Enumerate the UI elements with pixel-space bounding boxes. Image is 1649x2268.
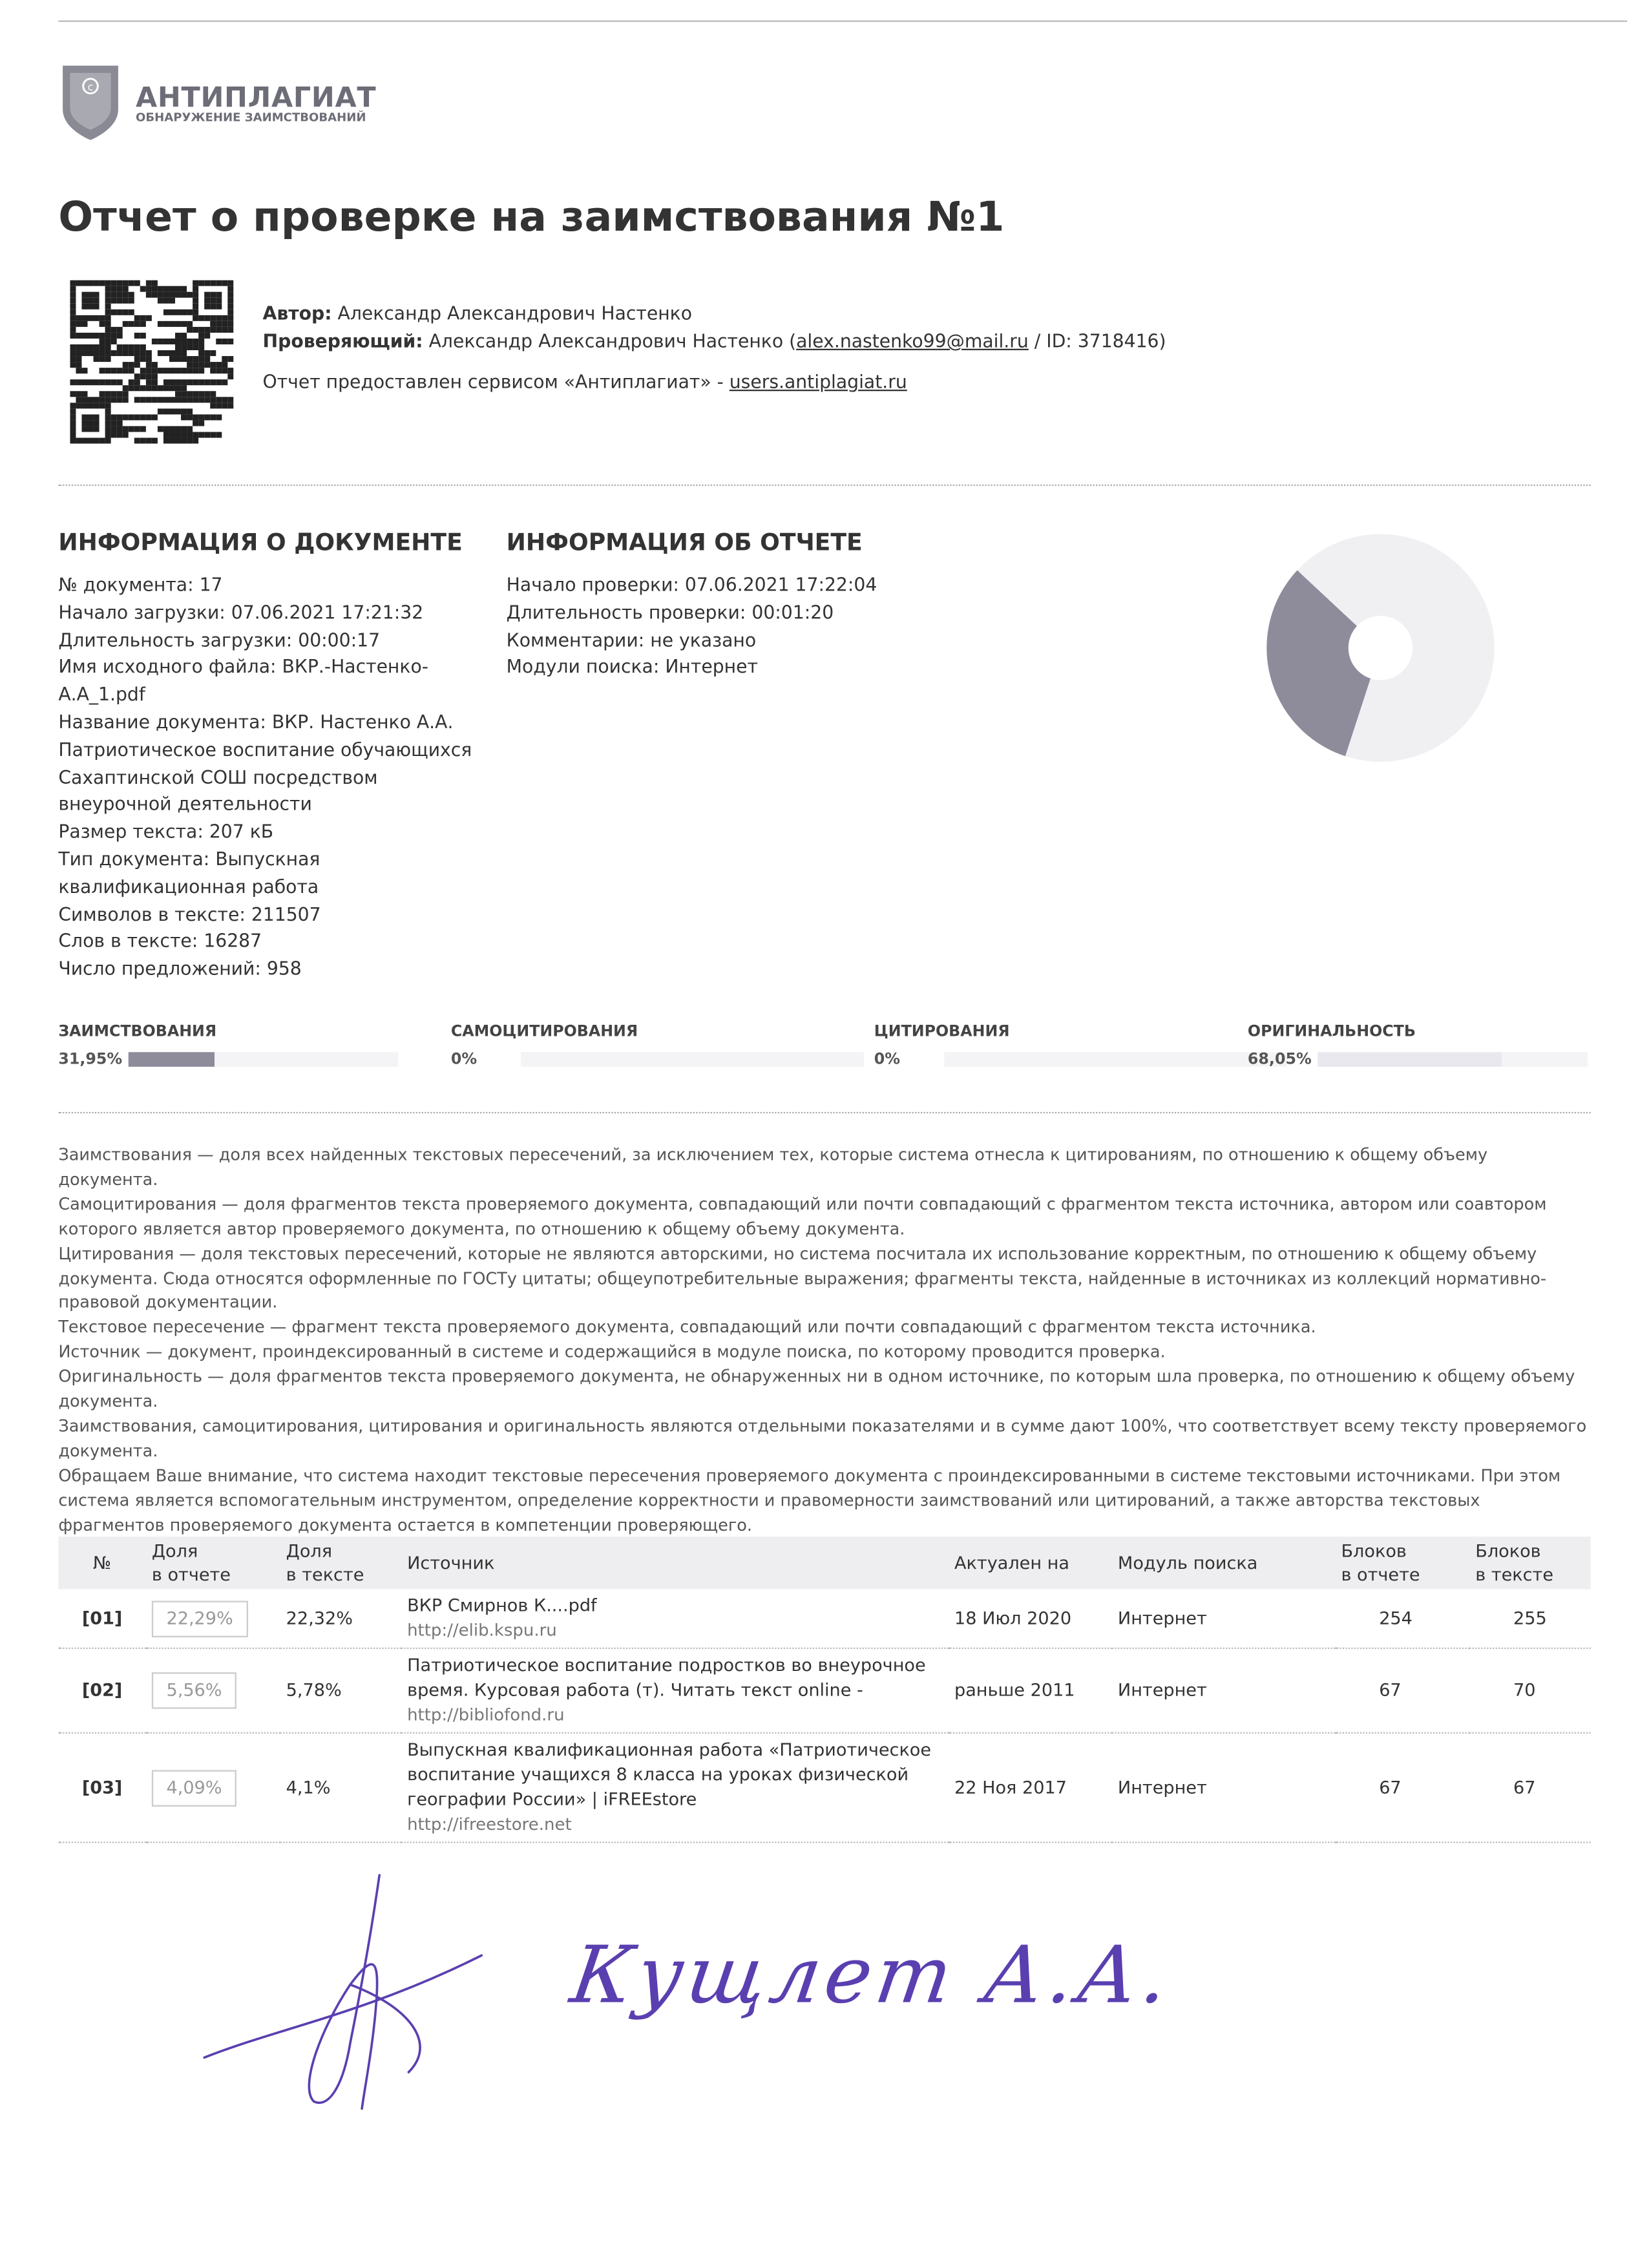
col-blocks-report: [1335, 1537, 1469, 1589]
row-blocks-text: 70: [1469, 1648, 1590, 1733]
col-share-text: [280, 1537, 401, 1589]
doc-info-line: Слов в тексте: 16287: [58, 930, 262, 952]
divider: [58, 1112, 1590, 1113]
col-share-text-l1: Доля: [286, 1540, 333, 1562]
row-source: [401, 1589, 949, 1648]
row-no: [01]: [58, 1589, 146, 1648]
row-module: Интернет: [1112, 1648, 1336, 1733]
stat-value: 31,95%: [58, 1051, 123, 1069]
logo-shield-icon: [58, 61, 122, 149]
source-url[interactable]: http://elib.kspu.ru: [407, 1619, 557, 1641]
doc-info-line: Число предложений: 958: [58, 957, 302, 980]
checker-line: [263, 330, 1166, 352]
stat-label: ОРИГИНАЛЬНОСТЬ: [1247, 1023, 1416, 1041]
glossary-item: Самоцитирования — доля фрагментов текста проверяемого документа, совпадающий или почти совпадающий с фрагментом текста источника, автором или соавтором которого является автор проверяемого документа, по отношению к общему объему документа.: [58, 1195, 1547, 1239]
row-blocks-text: 255: [1469, 1589, 1590, 1648]
page-title: Отчет о проверке на заимствования №1: [58, 193, 1005, 241]
col-blocks-report-l2: в отчете: [1341, 1564, 1420, 1585]
col-blocks-text-l1: Блоков: [1475, 1540, 1541, 1562]
stat-label: САМОЦИТИРОВАНИЯ: [450, 1023, 638, 1041]
top-border: [58, 21, 1627, 22]
glossary-item: Оригинальность — доля фрагментов текста проверяемого документа, не обнаруженных ни в одном источнике, по которым шла проверка, по отношению к общему объему документа.: [58, 1367, 1575, 1412]
author-label: Автор:: [262, 302, 332, 324]
doc-info-line: Длительность загрузки: 00:00:17: [58, 628, 381, 651]
doc-info-line: квалификационная работа: [58, 875, 319, 898]
stat-bar-fill: [129, 1052, 215, 1067]
doc-info-line: Сахаптинской СОШ посредством: [58, 765, 378, 788]
row-actual: раньше 2011: [949, 1648, 1112, 1733]
row-blocks-report: 67: [1335, 1733, 1469, 1842]
checker-email-link[interactable]: alex.nastenko99@mail.ru: [796, 330, 1029, 352]
glossary-item: Обращаем Ваше внимание, что система находит текстовые пересечения проверяемого документа с проиндексированными в системе текстовыми источниками. При этом система является вспомогательным инструментом, определение корректности и правомерности заимствований или цитирований, а также авторства текстовых фрагментов проверяемого документа остается в компетенции проверяющего.: [58, 1466, 1561, 1535]
doc-info-line: А.А_1.pdf: [58, 683, 145, 706]
col-source: Источник: [401, 1537, 949, 1589]
pie-chart: [1264, 531, 1497, 770]
table-header-row: [58, 1537, 1590, 1589]
glossary-item: Текстовое пересечение — фрагмент текста проверяемого документа, совпадающий или почти совпадающий с фрагментом текста источника.: [58, 1318, 1316, 1338]
doc-info-line: Имя исходного файла: ВКР.-Настенко-: [58, 655, 428, 678]
doc-info-line: Патриотическое воспитание обучающихся: [58, 738, 472, 761]
table-row[interactable]: [58, 1589, 1590, 1648]
stat-bar-track: [1318, 1052, 1588, 1067]
report-info-list: [507, 572, 877, 682]
col-share-report-l1: Доля: [151, 1540, 198, 1562]
doc-info-line: Размер текста: 207 кБ: [58, 820, 274, 843]
source-title[interactable]: ВКР Смирнов К....pdf: [407, 1595, 597, 1616]
report-info-line: Начало проверки: 07.06.2021 17:22:04: [506, 573, 877, 596]
glossary: [58, 1144, 1590, 1539]
service-text: Отчет предоставлен сервисом «Антиплагиат» -: [262, 370, 730, 393]
glossary-item: Заимствования — доля всех найденных текстовых пересечений, за исключением тех, которые система отнесла к цитированиям, по отношению к общему объему документа.: [58, 1145, 1488, 1190]
row-no: [03]: [58, 1733, 146, 1842]
checker-label: Проверяющий:: [262, 330, 423, 352]
share-report-box[interactable]: 22,29%: [152, 1600, 248, 1636]
row-share-report: [146, 1648, 280, 1733]
checker-id: / ID: 3718416): [1028, 330, 1166, 352]
col-share-text-l2: в тексте: [286, 1564, 364, 1585]
share-report-box[interactable]: 5,56%: [152, 1672, 236, 1708]
stat-value: 0%: [450, 1051, 478, 1069]
source-url[interactable]: http://ifreestore.net: [407, 1814, 572, 1834]
report-info-heading: ИНФОРМАЦИЯ ОБ ОТЧЕТЕ: [506, 528, 863, 556]
row-source: [401, 1733, 949, 1842]
col-blocks-text: [1469, 1537, 1590, 1589]
stat-bar-track: [944, 1052, 1287, 1067]
table-row[interactable]: [58, 1733, 1590, 1842]
row-share-report: [146, 1733, 280, 1842]
table-row[interactable]: [58, 1648, 1590, 1733]
glossary-item: Источник — документ, проиндексированный в системе и содержащийся в модуле поиска, по которому проводится проверка.: [58, 1343, 1166, 1362]
logo-name: АНТИПЛАГИАТ: [136, 81, 377, 114]
col-no: №: [58, 1537, 146, 1589]
stat-bar-track: [521, 1052, 864, 1067]
report-info-line: Модули поиска: Интернет: [506, 655, 758, 678]
row-share-text: 22,32%: [280, 1589, 401, 1648]
doc-info-line: Начало загрузки: 07.06.2021 17:21:32: [58, 601, 424, 623]
qr-code: [70, 280, 233, 450]
doc-info-line: Тип документа: Выпускная: [58, 848, 320, 870]
signature-flourish: [190, 1868, 569, 2137]
doc-info-heading: ИНФОРМАЦИЯ О ДОКУМЕНТЕ: [58, 528, 463, 556]
report-info-line: Комментарии: не указано: [506, 628, 757, 651]
service-line: [263, 371, 907, 393]
col-share-report: [146, 1537, 280, 1589]
stat-bar-fill: [1318, 1052, 1502, 1067]
row-actual: 22 Ноя 2017: [949, 1733, 1112, 1842]
stat-value: 68,05%: [1247, 1051, 1312, 1069]
row-source: [401, 1648, 949, 1733]
doc-info-line: № документа: 17: [58, 573, 223, 596]
row-actual: 18 Июл 2020: [949, 1589, 1112, 1648]
source-url[interactable]: http://bibliofond.ru: [407, 1704, 565, 1725]
service-link[interactable]: users.antiplagiat.ru: [729, 370, 907, 393]
source-title[interactable]: Выпускная квалификационная работа «Патриотическое воспитание учащихся 8 класса на уроках физической географии России» | iFREEstore: [407, 1739, 932, 1810]
row-share-report: [146, 1589, 280, 1648]
stat-label: ЗАИМСТВОВАНИЯ: [58, 1023, 217, 1041]
col-module: Модуль поиска: [1112, 1537, 1336, 1589]
checker-value: Александр Александрович Настенко (: [428, 330, 797, 352]
row-module: Интернет: [1112, 1589, 1336, 1648]
author-line: [263, 302, 692, 324]
doc-info-line: Название документа: ВКР. Настенко А.А.: [58, 710, 454, 733]
row-module: Интернет: [1112, 1733, 1336, 1842]
report-info-line: Длительность проверки: 00:01:20: [506, 601, 834, 623]
stat-bar-track: [129, 1052, 399, 1067]
col-blocks-report-l1: Блоков: [1341, 1540, 1407, 1562]
share-report-box[interactable]: 4,09%: [152, 1769, 236, 1805]
divider: [58, 485, 1590, 486]
doc-info-line: внеурочной деятельности: [58, 793, 312, 815]
col-blocks-text-l2: в тексте: [1475, 1564, 1554, 1585]
row-blocks-report: 67: [1335, 1648, 1469, 1733]
sources-table: [58, 1537, 1590, 1843]
col-share-report-l2: в отчете: [151, 1564, 231, 1585]
col-actual: Актуален на: [949, 1537, 1112, 1589]
logo-subtitle: ОБНАРУЖЕНИЕ ЗАИМСТВОВАНИЙ: [136, 110, 366, 124]
signature-text: Кущлет А.А.: [565, 1929, 1179, 2021]
doc-info-line: Символов в тексте: 211507: [58, 902, 321, 925]
row-blocks-text: 67: [1469, 1733, 1590, 1842]
glossary-item: Цитирования — доля текстовых пересечений, которые не являются авторскими, но система посчитала их использование корректным, по отношению к общему объему документа. Сюда относятся оформленные по ГОСТу цитаты; общеупотребительные выражения; фрагменты текста, найденные в источниках из коллекций нормативно-правовой документации.: [58, 1244, 1547, 1313]
row-no: [02]: [58, 1648, 146, 1733]
author-value: Александр Александрович Настенко: [337, 302, 693, 324]
stat-label: ЦИТИРОВАНИЯ: [874, 1023, 1010, 1041]
glossary-item: Заимствования, самоцитирования, цитирования и оригинальность являются отдельными показателями и в сумме дают 100%, что соответствует всему тексту проверяемого документа.: [58, 1416, 1587, 1461]
stat-value: 0%: [874, 1051, 901, 1069]
doc-info-list: [58, 572, 472, 983]
row-share-text: 4,1%: [280, 1733, 401, 1842]
row-blocks-report: 254: [1335, 1589, 1469, 1648]
svg-text:c: c: [87, 81, 94, 94]
row-share-text: 5,78%: [280, 1648, 401, 1733]
source-title[interactable]: Патриотическое воспитание подростков во внеурочное время. Курсовая работа (т). Читать текст online -: [407, 1655, 926, 1701]
